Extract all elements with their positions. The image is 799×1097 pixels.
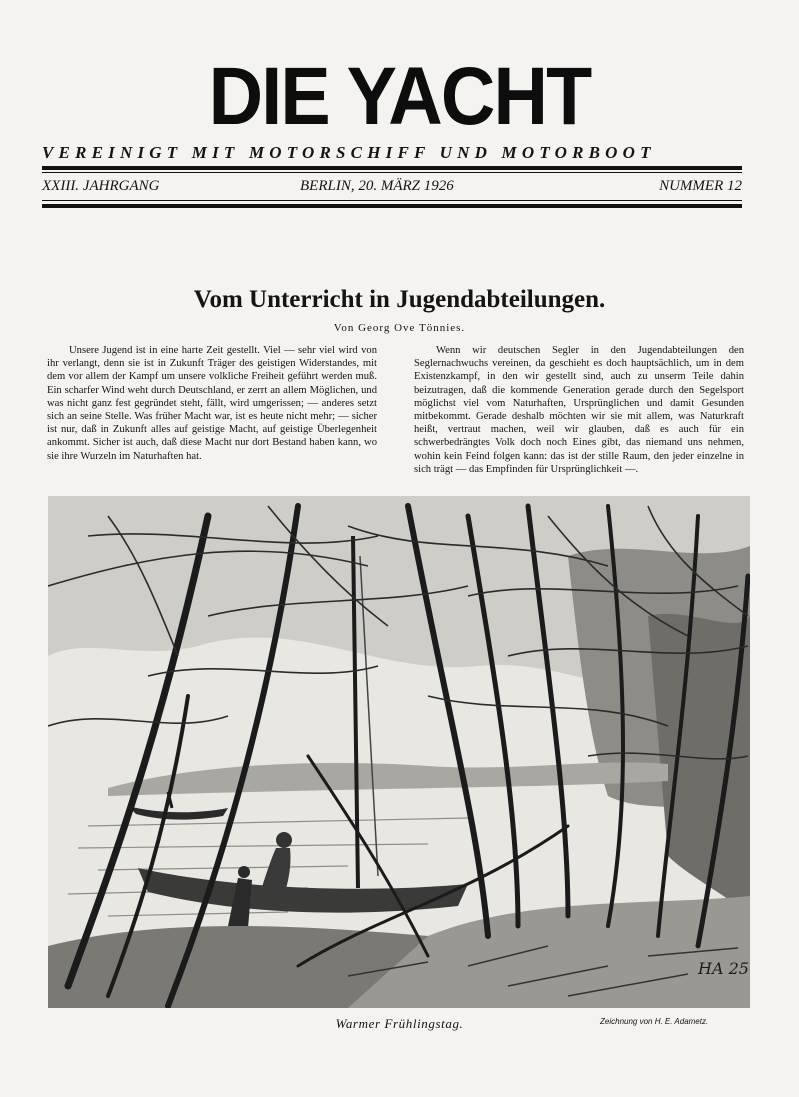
ink-drawing — [48, 496, 750, 1008]
figure-caption: Warmer Frühlingstag. — [335, 1016, 464, 1031]
article-paragraph-right: Wenn wir deutschen Segler in den Jugendabteilungen den Seglernachwuchs vereinen, da geschieht es doch hauptsächlich, um in dem Existenzkampf, in den wir gestellt sind, auch zu unserm Teile dahin beizutragen, daß die kommende Generation gerade durch den Segelsport möglichst viel vom Naturhaften, Ursprünglichen und damit Gesunden mitbekommt. Gerade deshalb möchten wir sie mit allem, was Naturkraft heißt, vertraut machen, weil wir glauben, daß es auch für ein schwerbedrängtes Volk doch noch Eines gibt, das niemand uns nehmen, wohin kein Feind folgen kann: das ist der stille Raum, den jeder einzelne in sich trägt — das Empfinden für Ursprünglichkeit —. — [414, 345, 744, 475]
article-column-right — [414, 344, 744, 476]
illustration-drawing — [48, 496, 750, 1008]
article-title: Vom Unterricht in Jugendabteilungen. — [193, 286, 606, 313]
masthead-title: DIE YACHT — [208, 51, 591, 142]
rule-upper-thin — [42, 172, 742, 173]
masthead-subtitle: VEREINIGT MIT MOTORSCHIFF UND MOTORBOOT — [42, 143, 656, 162]
article-column-left — [47, 344, 377, 463]
rule-lower-thin — [42, 200, 742, 201]
svg-text:HA 25: HA 25 — [698, 959, 749, 978]
figure-credit: Zeichnung von H. E. Adametz. — [600, 1017, 709, 1026]
issue-number-label: NUMMER 12 — [659, 178, 742, 194]
place-date-label: BERLIN, 20. MÄRZ 1926 — [300, 178, 454, 194]
rule-lower-thick — [42, 204, 742, 208]
article-byline: Von Georg Ove Tönnies. — [333, 322, 466, 334]
dateline — [42, 178, 742, 198]
volume-label: XXIII. JAHRGANG — [42, 178, 160, 194]
article-paragraph-left: Unsere Jugend ist in eine harte Zeit gestellt. Viel — sehr viel wird von ihr verlangt, denn sie ist in Zukunft Träger des geistigen Widerstandes, mit dem vor allem der Kampf um unsere volkliche Freiheit geführt werden muß. Ein scharfer Wind weht durch Deutschland, er zerrt an allem Möglichen, und was nicht ganz fest gegründet steht, fällt, wird umgerissen; — anderes setzt sich an seine Stelle. Was früher Macht war, ist es heute nicht mehr; — sicher ist nur, daß in Zukunft alles auf geistige Macht, auf geistige Überlegenheit ankommt. Sicher ist auch, daß diese Macht nur dort Bestand haben kann, wo sie ihre Wurzeln im Naturhaften hat. — [47, 345, 377, 462]
rule-upper-thick — [42, 166, 742, 170]
